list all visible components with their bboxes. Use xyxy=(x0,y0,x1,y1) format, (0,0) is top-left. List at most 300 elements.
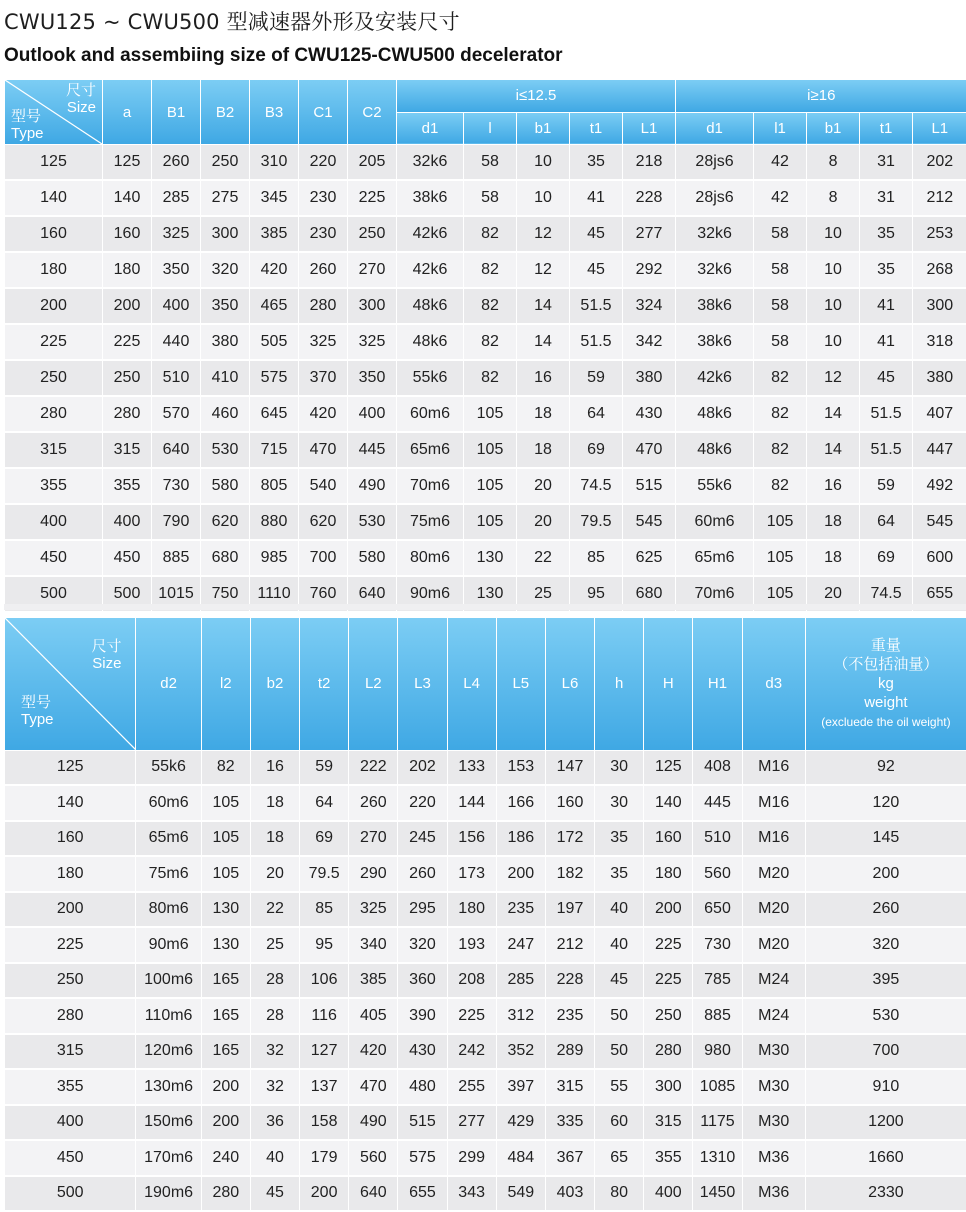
table-cell: 985 xyxy=(250,540,299,576)
weight-label-en: weight xyxy=(864,694,907,711)
table-cell: 28js6 xyxy=(676,145,754,181)
table-cell: 14 xyxy=(517,324,570,360)
table-cell: 82 xyxy=(754,432,807,468)
model-cell: 500 xyxy=(5,1176,136,1212)
table-cell: 180 xyxy=(447,892,496,928)
table-cell: M16 xyxy=(742,785,805,821)
table-cell: 70m6 xyxy=(676,576,754,612)
table-cell: M36 xyxy=(742,1140,805,1176)
table-cell: 285 xyxy=(152,180,201,216)
size-label-cn: 尺寸 xyxy=(91,638,121,655)
col-header: l1 xyxy=(754,112,807,144)
table-cell: 110m6 xyxy=(136,998,201,1034)
table-cell: 18 xyxy=(250,785,299,821)
col-header: t2 xyxy=(300,618,349,750)
table-cell: 805 xyxy=(250,468,299,504)
table-cell: 137 xyxy=(300,1069,349,1105)
table-cell: 510 xyxy=(693,821,742,857)
table-cell: 465 xyxy=(250,288,299,324)
table-cell: 51.5 xyxy=(860,396,913,432)
table-cell: 60m6 xyxy=(136,785,201,821)
table-cell: 445 xyxy=(693,785,742,821)
table-cell: 1110 xyxy=(250,576,299,612)
table-row xyxy=(5,432,966,468)
weight-label-cn: 重量 xyxy=(871,637,901,654)
table-cell: 51.5 xyxy=(860,432,913,468)
table-cell: 144 xyxy=(447,785,496,821)
table-cell: 140 xyxy=(103,180,152,216)
table-row xyxy=(5,750,966,785)
table-cell: 492 xyxy=(913,468,966,504)
table-cell: 295 xyxy=(398,892,447,928)
table-cell: 380 xyxy=(623,360,676,396)
table-row xyxy=(5,927,966,963)
table-cell: 310 xyxy=(250,145,299,181)
table-cell: 380 xyxy=(913,360,966,396)
table-cell: 180 xyxy=(103,252,152,288)
model-cell: 450 xyxy=(5,1140,136,1176)
table-cell: 253 xyxy=(913,216,966,252)
table-cell: M20 xyxy=(742,927,805,963)
table-cell: 18 xyxy=(517,396,570,432)
table-cell: 250 xyxy=(201,145,250,181)
type-label-en: Type xyxy=(21,711,54,728)
table-cell: 1450 xyxy=(693,1176,742,1212)
table-cell: 147 xyxy=(545,750,594,785)
table-cell: 58 xyxy=(754,216,807,252)
table-cell: 910 xyxy=(805,1069,966,1105)
table-cell: 230 xyxy=(299,180,348,216)
table-cell: 325 xyxy=(299,324,348,360)
table-cell: 165 xyxy=(201,998,250,1034)
table-cell: 40 xyxy=(595,892,644,928)
table-cell: 130 xyxy=(464,576,517,612)
table-cell: 51.5 xyxy=(570,324,623,360)
table-cell: 205 xyxy=(348,145,397,181)
table-cell: 980 xyxy=(693,1034,742,1070)
model-cell: 140 xyxy=(5,785,136,821)
table-cell: M30 xyxy=(742,1105,805,1141)
table-cell: 235 xyxy=(545,998,594,1034)
table-cell: 343 xyxy=(447,1176,496,1212)
table-cell: 410 xyxy=(201,360,250,396)
table-cell: 145 xyxy=(805,821,966,857)
table-cell: 12 xyxy=(517,216,570,252)
table-cell: M24 xyxy=(742,998,805,1034)
table-cell: 403 xyxy=(545,1176,594,1212)
table-cell: 65 xyxy=(595,1140,644,1176)
model-cell: 125 xyxy=(5,145,103,181)
table-cell: 90m6 xyxy=(136,927,201,963)
table-cell: 280 xyxy=(299,288,348,324)
table-cell: 41 xyxy=(570,180,623,216)
table-cell: 400 xyxy=(103,504,152,540)
table-cell: 470 xyxy=(623,432,676,468)
table-cell: 447 xyxy=(913,432,966,468)
model-cell: 180 xyxy=(5,252,103,288)
table-cell: 90m6 xyxy=(397,576,464,612)
table-cell: 20 xyxy=(517,468,570,504)
table-cell: 193 xyxy=(447,927,496,963)
table-cell: 35 xyxy=(595,856,644,892)
table-cell: 260 xyxy=(349,785,398,821)
model-cell: 200 xyxy=(5,892,136,928)
table-cell: 40 xyxy=(595,927,644,963)
table-row xyxy=(5,324,966,360)
model-cell: 250 xyxy=(5,360,103,396)
table-cell: 14 xyxy=(517,288,570,324)
col-header: L5 xyxy=(496,618,545,750)
model-cell: 280 xyxy=(5,396,103,432)
col-header: h xyxy=(595,618,644,750)
table-cell: 790 xyxy=(152,504,201,540)
table-cell: 360 xyxy=(398,963,447,999)
table-cell: 395 xyxy=(805,963,966,999)
table-cell: 156 xyxy=(447,821,496,857)
table-cell: 32k6 xyxy=(676,252,754,288)
table-cell: 125 xyxy=(644,750,693,785)
table-2-body xyxy=(5,750,966,1211)
table-cell: 200 xyxy=(201,1105,250,1141)
table-cell: 8 xyxy=(807,180,860,216)
table-cell: 120m6 xyxy=(136,1034,201,1070)
col-header: L3 xyxy=(398,618,447,750)
table-cell: 150m6 xyxy=(136,1105,201,1141)
table-cell: 655 xyxy=(913,576,966,612)
model-cell: 160 xyxy=(5,216,103,252)
table-cell: 225 xyxy=(103,324,152,360)
table-cell: 16 xyxy=(517,360,570,396)
corner-header xyxy=(5,618,136,750)
col-header: d3 xyxy=(742,618,805,750)
table-cell: 470 xyxy=(349,1069,398,1105)
table-cell: 120 xyxy=(805,785,966,821)
col-header: L2 xyxy=(349,618,398,750)
table-cell: 515 xyxy=(398,1105,447,1141)
table-cell: 1085 xyxy=(693,1069,742,1105)
table-cell: 545 xyxy=(913,504,966,540)
table-cell: 60m6 xyxy=(397,396,464,432)
table-cell: 385 xyxy=(250,216,299,252)
table-cell: 510 xyxy=(152,360,201,396)
table-cell: 74.5 xyxy=(570,468,623,504)
table-cell: 260 xyxy=(805,892,966,928)
table-cell: 325 xyxy=(152,216,201,252)
table-cell: 200 xyxy=(103,288,152,324)
table-cell: 200 xyxy=(201,1069,250,1105)
table-cell: 202 xyxy=(398,750,447,785)
table-cell: 10 xyxy=(807,216,860,252)
table-row xyxy=(5,252,966,288)
table-cell: 160 xyxy=(644,821,693,857)
table-cell: 64 xyxy=(300,785,349,821)
table-cell: 14 xyxy=(807,432,860,468)
table-cell: 160 xyxy=(103,216,152,252)
model-cell: 450 xyxy=(5,540,103,576)
table-cell: 445 xyxy=(348,432,397,468)
table-cell: 16 xyxy=(250,750,299,785)
table-cell: 38k6 xyxy=(676,324,754,360)
table-cell: 1310 xyxy=(693,1140,742,1176)
table-cell: 280 xyxy=(103,396,152,432)
group-header-high-ratio: i≥16 xyxy=(676,80,966,112)
table-cell: M20 xyxy=(742,892,805,928)
table-cell: 25 xyxy=(250,927,299,963)
size-label-cn: 尺寸 xyxy=(66,82,96,99)
table-cell: 75m6 xyxy=(397,504,464,540)
table-cell: 460 xyxy=(201,396,250,432)
table-cell: 1660 xyxy=(805,1140,966,1176)
table-cell: 30 xyxy=(595,785,644,821)
table-cell: 165 xyxy=(201,963,250,999)
table-cell: 60 xyxy=(595,1105,644,1141)
table-cell: 289 xyxy=(545,1034,594,1070)
model-cell: 250 xyxy=(5,963,136,999)
table-cell: 35 xyxy=(595,821,644,857)
table-cell: 212 xyxy=(545,927,594,963)
table-cell: 45 xyxy=(860,360,913,396)
table-cell: 31 xyxy=(860,145,913,181)
table-cell: 650 xyxy=(693,892,742,928)
table-cell: 50 xyxy=(595,998,644,1034)
table-cell: 10 xyxy=(517,145,570,181)
model-cell: 315 xyxy=(5,432,103,468)
table-cell: 16 xyxy=(807,468,860,504)
table-row xyxy=(5,1105,966,1141)
model-cell: 125 xyxy=(5,750,136,785)
table-cell: 515 xyxy=(623,468,676,504)
table-cell: 10 xyxy=(517,180,570,216)
table-cell: 10 xyxy=(807,288,860,324)
col-header: H xyxy=(644,618,693,750)
table-cell: 240 xyxy=(201,1140,250,1176)
weight-note-en: (excluede the oil weight) xyxy=(821,715,950,729)
table-cell: 95 xyxy=(300,927,349,963)
table-cell: 530 xyxy=(805,998,966,1034)
table-cell: 105 xyxy=(201,785,250,821)
col-header: t1 xyxy=(570,112,623,144)
table-cell: 32k6 xyxy=(676,216,754,252)
table-cell: M36 xyxy=(742,1176,805,1212)
table-cell: 315 xyxy=(644,1105,693,1141)
table-cell: 490 xyxy=(349,1105,398,1141)
table-cell: 300 xyxy=(644,1069,693,1105)
table-cell: 230 xyxy=(299,216,348,252)
table-cell: 680 xyxy=(623,576,676,612)
table-cell: 59 xyxy=(570,360,623,396)
table-cell: 58 xyxy=(754,288,807,324)
table-cell: 1200 xyxy=(805,1105,966,1141)
table-cell: 370 xyxy=(299,360,348,396)
table-cell: 545 xyxy=(623,504,676,540)
table-cell: 182 xyxy=(545,856,594,892)
col-header: B3 xyxy=(250,80,299,145)
table-cell: 355 xyxy=(103,468,152,504)
table-cell: 340 xyxy=(349,927,398,963)
table-cell: 42k6 xyxy=(397,216,464,252)
table-row xyxy=(5,785,966,821)
table-cell: 82 xyxy=(464,324,517,360)
table-cell: 420 xyxy=(349,1034,398,1070)
table-cell: 280 xyxy=(644,1034,693,1070)
table-cell: 260 xyxy=(398,856,447,892)
table-cell: 655 xyxy=(398,1176,447,1212)
table-cell: 222 xyxy=(349,750,398,785)
table-cell: 430 xyxy=(623,396,676,432)
table-cell: 277 xyxy=(623,216,676,252)
table-cell: 186 xyxy=(496,821,545,857)
table-cell: 600 xyxy=(913,540,966,576)
table-row xyxy=(5,180,966,216)
table-cell: 82 xyxy=(464,288,517,324)
table-cell: 580 xyxy=(201,468,250,504)
table-cell: 220 xyxy=(299,145,348,181)
table-cell: 225 xyxy=(348,180,397,216)
size-label-en: Size xyxy=(92,655,121,672)
table-cell: 153 xyxy=(496,750,545,785)
table-cell: 105 xyxy=(754,540,807,576)
table-cell: 31 xyxy=(860,180,913,216)
table-cell: 69 xyxy=(570,432,623,468)
table-row xyxy=(5,504,966,540)
table-cell: 20 xyxy=(517,504,570,540)
table-cell: 41 xyxy=(860,324,913,360)
table-cell: 645 xyxy=(250,396,299,432)
table-row xyxy=(5,998,966,1034)
table-cell: 380 xyxy=(201,324,250,360)
table-cell: 28js6 xyxy=(676,180,754,216)
table-cell: 575 xyxy=(398,1140,447,1176)
table-cell: 105 xyxy=(464,504,517,540)
table-row xyxy=(5,288,966,324)
col-header: L1 xyxy=(913,112,966,144)
table-cell: 270 xyxy=(349,821,398,857)
table-cell: 400 xyxy=(152,288,201,324)
model-cell: 400 xyxy=(5,504,103,540)
table-cell: 700 xyxy=(805,1034,966,1070)
table-cell: 200 xyxy=(496,856,545,892)
table-cell: 58 xyxy=(464,145,517,181)
table-cell: 228 xyxy=(623,180,676,216)
table-cell: 397 xyxy=(496,1069,545,1105)
table-cell: 75m6 xyxy=(136,856,201,892)
table-cell: 200 xyxy=(300,1176,349,1212)
table-cell: 480 xyxy=(398,1069,447,1105)
table-cell: 38k6 xyxy=(397,180,464,216)
table-cell: 82 xyxy=(464,216,517,252)
table-cell: 385 xyxy=(349,963,398,999)
table-cell: 70m6 xyxy=(397,468,464,504)
table-row xyxy=(5,963,966,999)
table-cell: 700 xyxy=(299,540,348,576)
model-cell: 315 xyxy=(5,1034,136,1070)
table-cell: 42 xyxy=(754,145,807,181)
table-cell: 200 xyxy=(644,892,693,928)
table-cell: 260 xyxy=(152,145,201,181)
table-cell: 335 xyxy=(545,1105,594,1141)
table-cell: 12 xyxy=(517,252,570,288)
table-cell: 275 xyxy=(201,180,250,216)
table-cell: 350 xyxy=(348,360,397,396)
table-cell: 105 xyxy=(464,396,517,432)
table-cell: 228 xyxy=(545,963,594,999)
weight-note-cn: （不包括油量） xyxy=(833,656,938,673)
table-cell: 320 xyxy=(805,927,966,963)
col-header: C2 xyxy=(348,80,397,145)
table-cell: 55k6 xyxy=(136,750,201,785)
col-header: L6 xyxy=(545,618,594,750)
table-cell: 405 xyxy=(349,998,398,1034)
table-cell: 105 xyxy=(464,468,517,504)
table-cell: 400 xyxy=(348,396,397,432)
table-cell: 640 xyxy=(152,432,201,468)
table-cell: 35 xyxy=(570,145,623,181)
table-cell: 80m6 xyxy=(136,892,201,928)
table-cell: 318 xyxy=(913,324,966,360)
table-cell: 785 xyxy=(693,963,742,999)
model-cell: 355 xyxy=(5,1069,136,1105)
table-cell: 560 xyxy=(693,856,742,892)
table-cell: 299 xyxy=(447,1140,496,1176)
table-cell: 20 xyxy=(250,856,299,892)
table-cell: 45 xyxy=(595,963,644,999)
table-cell: 18 xyxy=(250,821,299,857)
table-row xyxy=(5,892,966,928)
col-header: L1 xyxy=(623,112,676,144)
table-cell: 172 xyxy=(545,821,594,857)
table-cell: 312 xyxy=(496,998,545,1034)
col-header: L4 xyxy=(447,618,496,750)
table-cell: 179 xyxy=(300,1140,349,1176)
table-cell: 367 xyxy=(545,1140,594,1176)
table-cell: 500 xyxy=(103,576,152,612)
table-cell: 345 xyxy=(250,180,299,216)
table-cell: 59 xyxy=(300,750,349,785)
table-cell: 407 xyxy=(913,396,966,432)
table-cell: 82 xyxy=(754,468,807,504)
table-cell: 620 xyxy=(201,504,250,540)
table-cell: 59 xyxy=(860,468,913,504)
table-cell: 730 xyxy=(152,468,201,504)
model-cell: 180 xyxy=(5,856,136,892)
table-cell: 65m6 xyxy=(676,540,754,576)
table-row xyxy=(5,396,966,432)
table-cell: 65m6 xyxy=(397,432,464,468)
table-cell: 82 xyxy=(464,252,517,288)
table-cell: 300 xyxy=(348,288,397,324)
dimension-table-1 xyxy=(4,80,966,613)
table-row xyxy=(5,468,966,504)
table-cell: 750 xyxy=(201,576,250,612)
table-cell: 270 xyxy=(348,252,397,288)
table-cell: 355 xyxy=(644,1140,693,1176)
table-cell: 450 xyxy=(103,540,152,576)
table-row xyxy=(5,540,966,576)
table-cell: 41 xyxy=(860,288,913,324)
table-cell: 69 xyxy=(860,540,913,576)
table-cell: 218 xyxy=(623,145,676,181)
table-cell: 250 xyxy=(644,998,693,1034)
table-cell: 58 xyxy=(754,324,807,360)
col-header: C1 xyxy=(299,80,348,145)
table-cell: 64 xyxy=(570,396,623,432)
table-cell: 42k6 xyxy=(676,360,754,396)
table-cell: 60m6 xyxy=(676,504,754,540)
table-cell: 28 xyxy=(250,998,299,1034)
col-header: a xyxy=(103,80,152,145)
table-cell: 80m6 xyxy=(397,540,464,576)
table-cell: 220 xyxy=(398,785,447,821)
